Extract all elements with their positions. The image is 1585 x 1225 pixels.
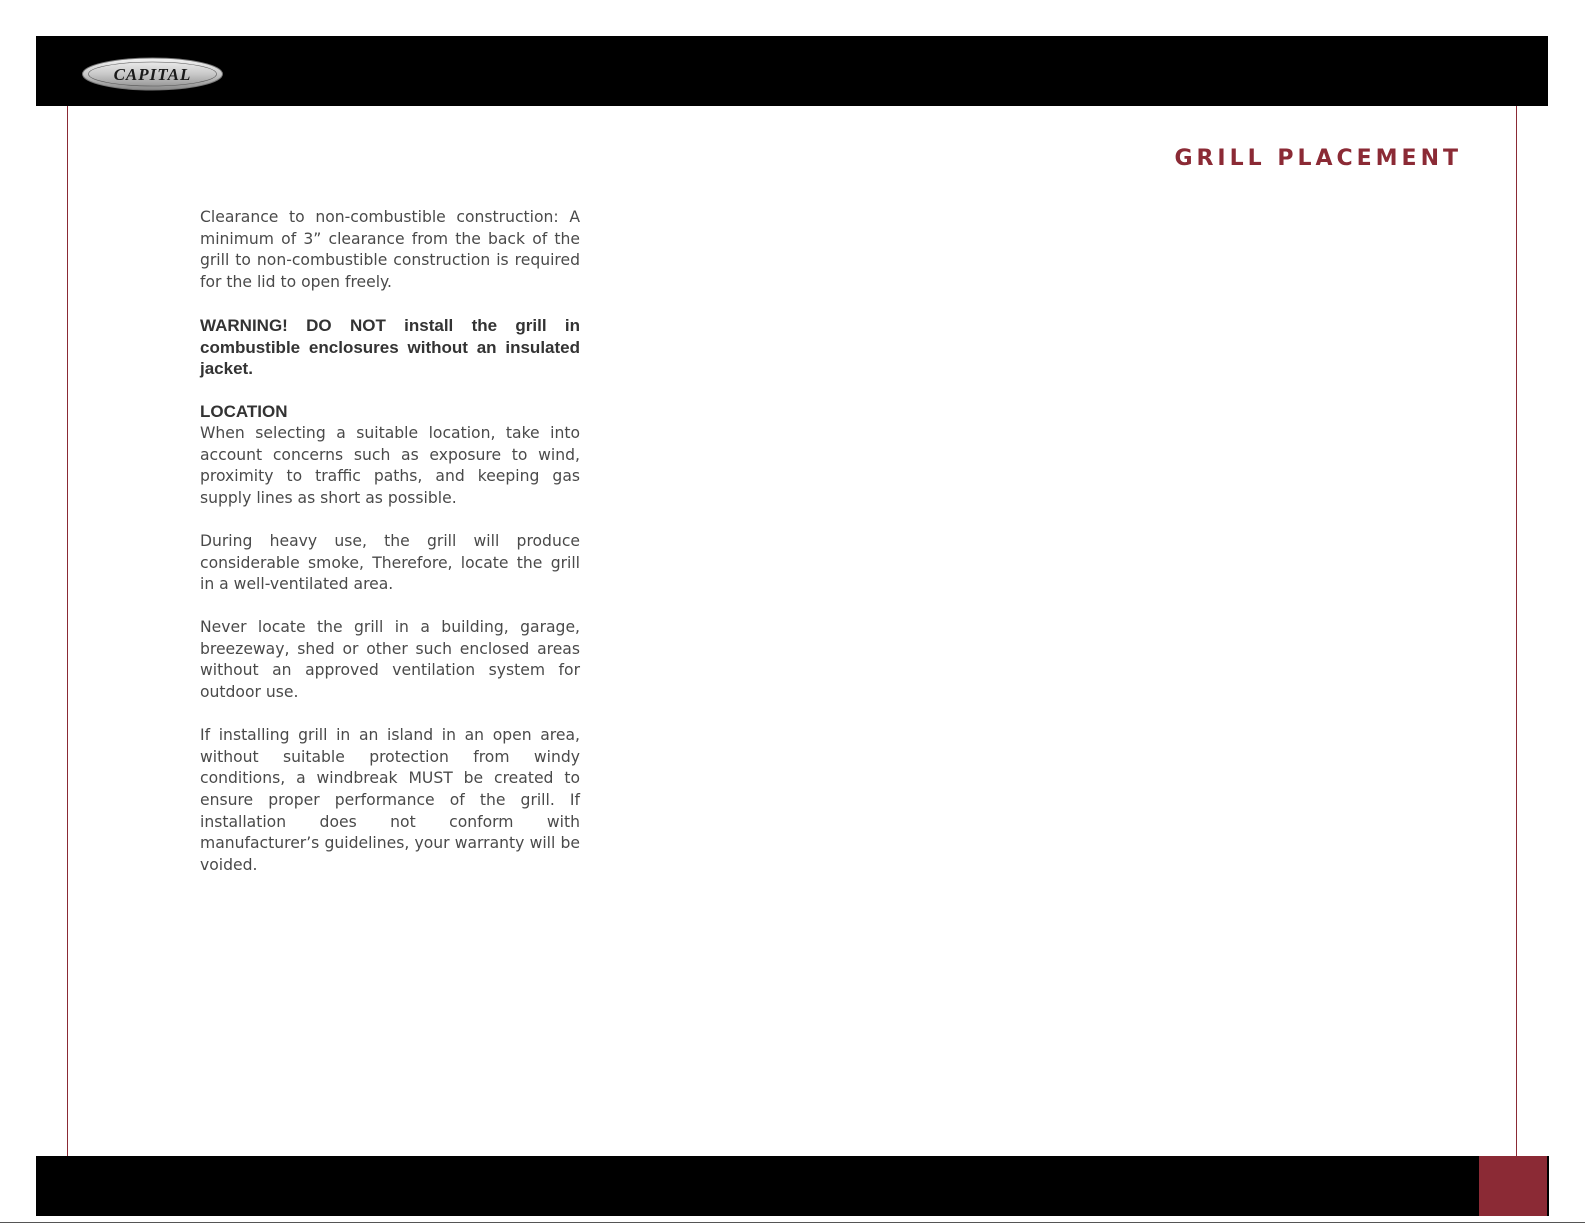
footer-bar bbox=[36, 1156, 1549, 1216]
location-paragraph-4: If installing grill in an island in an open area, without suitable protection from windy conditions, a windbreak MUST be created to ensure proper performance of the grill. If installation does not conform with manufacturer’s guidelines, your warranty will be voided. bbox=[200, 726, 580, 874]
bottom-rule bbox=[0, 1222, 1585, 1223]
warning-paragraph: WARNING! DO NOT install the grill in combustible enclosures without an insulated jacket. bbox=[200, 315, 580, 379]
body-text bbox=[200, 207, 580, 898]
clearance-paragraph: Clearance to non-combustible construction: A minimum of 3” clearance from the back of the grill to non-combustible construction is required for the lid to open freely. bbox=[200, 208, 580, 291]
svg-text:CAPITAL: CAPITAL bbox=[113, 65, 192, 84]
right-margin-rule bbox=[1516, 106, 1517, 1156]
footer-page-tab bbox=[1479, 1156, 1547, 1216]
left-margin-rule bbox=[67, 106, 68, 1156]
header-bar bbox=[36, 36, 1548, 106]
location-paragraph-1: When selecting a suitable location, take into account concerns such as exposure to wind, proximity to traffic paths, and keeping gas supply lines as short as possible. bbox=[200, 423, 580, 507]
location-paragraph-2: During heavy use, the grill will produce considerable smoke, Therefore, locate the grill in a well-ventilated area. bbox=[200, 531, 580, 594]
location-heading: LOCATION bbox=[200, 402, 288, 422]
section-title: GRILL PLACEMENT bbox=[1174, 146, 1462, 171]
location-paragraph-3: Never locate the grill in a building, garage, breezeway, shed or other such enclosed areas without an approved ventilation system for outdoor use. bbox=[200, 618, 580, 702]
capital-logo bbox=[81, 56, 224, 92]
